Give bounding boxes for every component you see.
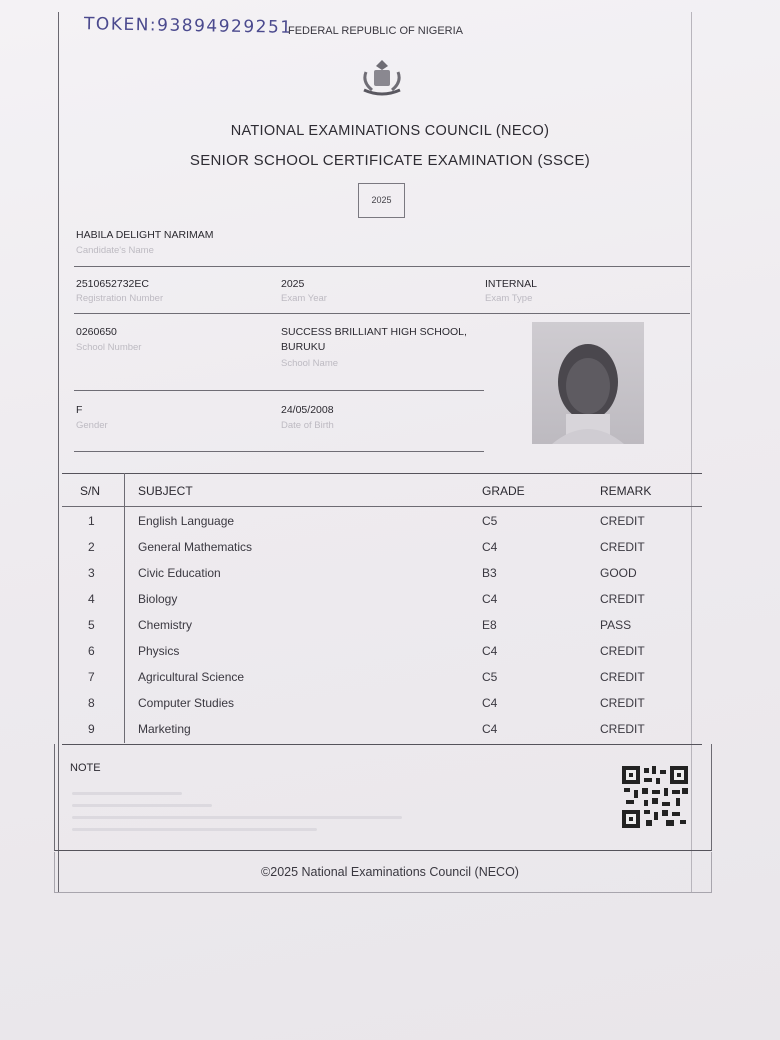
- row-grade: C4: [482, 722, 498, 736]
- date-of-birth-label: Date of Birth: [281, 420, 334, 431]
- row-sn: 4: [88, 592, 95, 606]
- exam-year-label: Exam Year: [281, 293, 327, 304]
- footer-copyright: ©2025 National Examinations Council (NECO): [261, 865, 519, 879]
- row-sn: 2: [88, 540, 95, 554]
- row-remark: CREDIT: [600, 514, 645, 528]
- row-grade: C4: [482, 540, 498, 554]
- candidate-photo: [532, 322, 644, 444]
- row-grade: B3: [482, 566, 497, 580]
- candidate-name-label: Candidate's Name: [76, 245, 154, 256]
- coat-of-arms-icon: [358, 56, 406, 96]
- federal-republic-heading: FEDERAL REPUBLIC OF NIGERIA: [288, 25, 464, 37]
- row-remark: CREDIT: [600, 670, 645, 684]
- row-grade: C4: [482, 696, 498, 710]
- row-sn: 6: [88, 644, 95, 658]
- year-box: 2025: [358, 183, 405, 218]
- row-grade: C4: [482, 644, 498, 658]
- row-sn: 7: [88, 670, 95, 684]
- date-of-birth: 24/05/2008: [281, 404, 334, 416]
- divider: [74, 451, 484, 452]
- row-sn: 3: [88, 566, 95, 580]
- row-sn: 5: [88, 618, 95, 632]
- exam-year: 2025: [281, 278, 305, 290]
- row-sn: 1: [88, 514, 95, 528]
- row-grade: C5: [482, 514, 498, 528]
- token-handwritten: TOKEN:93894929251: [83, 14, 293, 38]
- row-grade: E8: [482, 618, 497, 632]
- registration-number: 2510652732EC: [76, 278, 149, 290]
- row-remark: PASS: [600, 618, 632, 632]
- table-column-divider: [124, 473, 125, 743]
- registration-number-label: Registration Number: [76, 293, 164, 304]
- row-subject: Marketing: [138, 722, 191, 736]
- table-header-divider: [62, 506, 702, 507]
- note-text-faint: [72, 792, 182, 795]
- exam-type-label: Exam Type: [485, 293, 533, 304]
- divider: [74, 266, 690, 267]
- row-subject: Physics: [138, 644, 180, 658]
- exam-type: INTERNAL: [485, 278, 537, 290]
- divider: [74, 313, 690, 314]
- header-grade: GRADE: [482, 484, 525, 498]
- gender-label: Gender: [76, 420, 108, 431]
- school-number-label: School Number: [76, 342, 142, 353]
- row-remark: CREDIT: [600, 540, 645, 554]
- note-section: [54, 744, 712, 851]
- row-sn: 8: [88, 696, 95, 710]
- header-remark: REMARK: [600, 484, 652, 498]
- candidate-name: HABILA DELIGHT NARIMAM: [76, 229, 214, 241]
- row-grade: C4: [482, 592, 498, 606]
- row-sn: 9: [88, 722, 95, 736]
- note-text-faint: [72, 804, 212, 807]
- row-remark: CREDIT: [600, 644, 645, 658]
- note-label: NOTE: [70, 762, 101, 774]
- row-remark: CREDIT: [600, 696, 645, 710]
- row-subject: Civic Education: [138, 566, 221, 580]
- row-remark: CREDIT: [600, 592, 645, 606]
- council-title: NATIONAL EXAMINATIONS COUNCIL (NECO): [230, 123, 550, 139]
- note-text-faint: [72, 816, 402, 819]
- row-subject: Chemistry: [138, 618, 193, 632]
- header-sn: S/N: [80, 484, 101, 498]
- divider: [74, 390, 484, 391]
- row-subject: Agricultural Science: [138, 670, 245, 684]
- row-subject: General Mathematics: [138, 540, 253, 554]
- header-subject: SUBJECT: [138, 484, 193, 498]
- row-subject: Computer Studies: [138, 696, 235, 710]
- row-grade: C5: [482, 670, 498, 684]
- note-text-faint: [72, 828, 317, 831]
- school-name-label: School Name: [281, 358, 339, 369]
- school-number: 0260650: [76, 326, 117, 338]
- row-remark: GOOD: [600, 566, 637, 580]
- school-name-line2: BURUKU: [281, 341, 326, 353]
- gender: F: [76, 404, 83, 416]
- qr-code-icon: [622, 766, 688, 828]
- row-remark: CREDIT: [600, 722, 645, 736]
- school-name-line1: SUCCESS BRILLIANT HIGH SCHOOL,: [281, 326, 467, 338]
- row-subject: Biology: [138, 592, 178, 606]
- exam-title: SENIOR SCHOOL CERTIFICATE EXAMINATION (SSCE): [189, 152, 591, 169]
- row-subject: English Language: [138, 514, 235, 528]
- person-photo-icon: [532, 322, 644, 444]
